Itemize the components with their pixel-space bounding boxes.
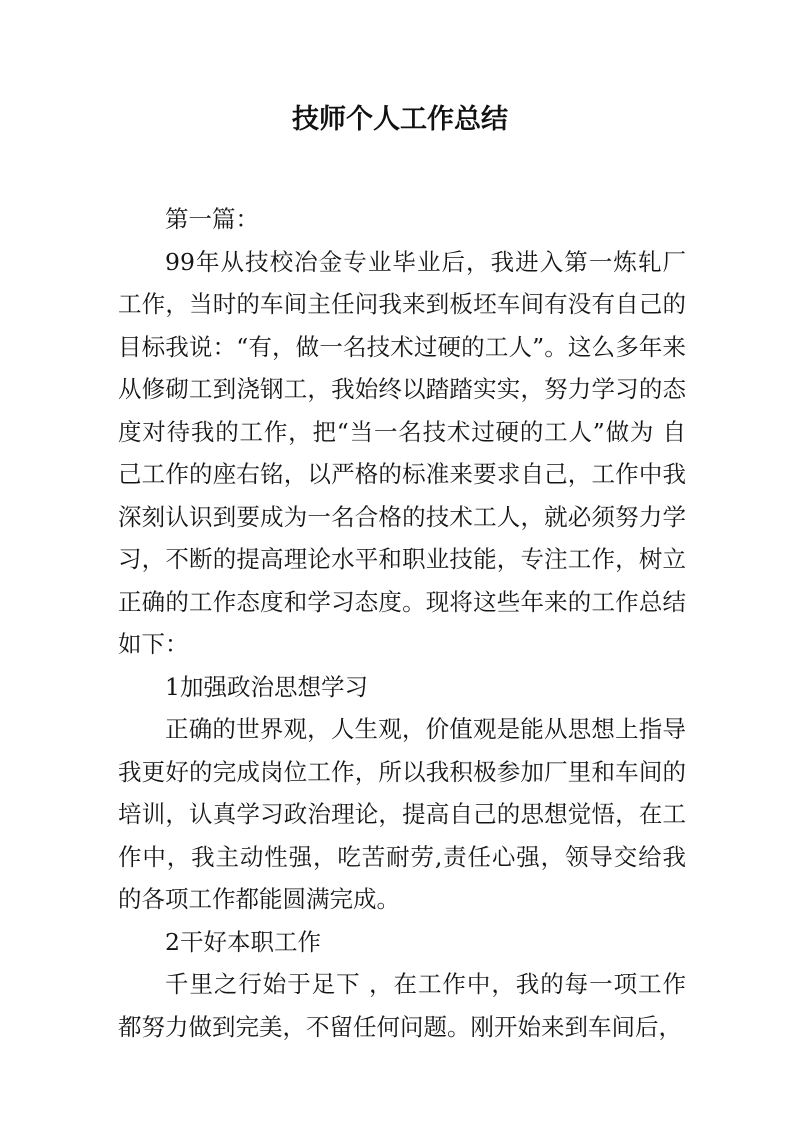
section-label: 第一篇： bbox=[165, 205, 259, 233]
section-heading: 2干好本职工作 bbox=[165, 927, 321, 956]
body-paragraph: 千里之行始于足下 ，在工作中，我的每一项工作都努力做到完美，不留任何问题。刚开始来到车间后， bbox=[118, 970, 686, 1041]
document-body bbox=[118, 198, 686, 1048]
document-title: 技师个人工作总结 bbox=[292, 104, 508, 135]
section-heading: 1加强政治思想学习 bbox=[165, 672, 368, 701]
body-paragraph: 正确的世界观，人生观，价值观是能从思想上指导我更好的完成岗位工作，所以我积极参加厂里和车间的培训，认真学习政治理论，提高自己的思想觉悟，在工作中，我主动性强，吃苦耐劳,责任心强，领导交给我的各项工作都能圆满完成。 bbox=[118, 715, 686, 913]
body-paragraph: 99年从技校冶金专业毕业后，我进入第一炼轧厂工作，当时的车间主任问我来到板坯车间有没有自己的目标我说：“有，做一名技术过硬的工人”。这么多年来从修砌工到浇钢工，我始终以踏踏实实，努力学习的态度对待我的工作，把“当一名技术过硬的工人”做为 自己工作的座右铭，以严格的标准来要求自己，工作中我深刻认识到要成为一名合格的技术工人，就必须努力学习，不断的提高理论水平和职业技能，专注工作，树立正确的工作态度和学习态度。现将这些年来的工作总结如下： bbox=[118, 247, 686, 658]
